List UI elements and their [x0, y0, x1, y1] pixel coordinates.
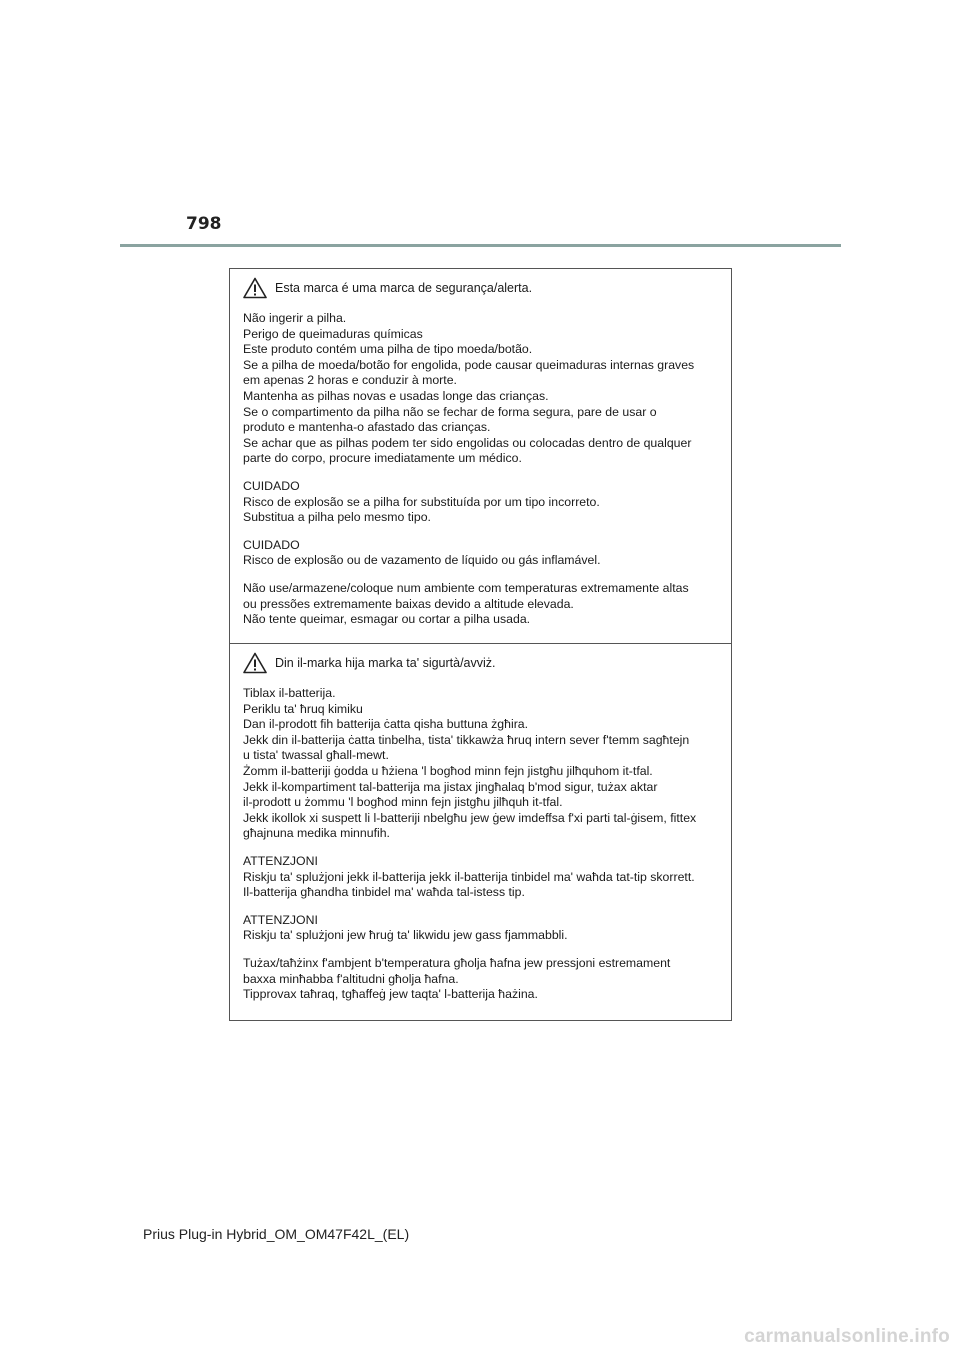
text-line: Tipprovax taħraq, tgħaffeġ jew taqta' l-batterija ħażina. — [243, 987, 538, 1002]
text-line: Substitua a pilha pelo mesmo tipo. — [243, 510, 431, 525]
text-line: Tużax/taħżinx f'ambjent b'temperatura għolja ħafna jew pressjoni estremament — [243, 955, 671, 970]
alert-line — [243, 275, 719, 301]
text-line: Mantenha as pilhas novas e usadas longe das crianças. — [243, 388, 549, 403]
text-line: Żomm il-batteriji ġodda u ħżiena 'l bogħod minn fejn jistgħu jilħquhom it-tfal. — [243, 763, 653, 778]
footer-manual-code: Prius Plug-in Hybrid_OM_OM47F42L_(EL) — [143, 1226, 410, 1242]
text-line: il-prodott u żommu 'l bogħod minn fejn jistgħu jilħquh it-tfal. — [243, 795, 563, 810]
warning-triangle-icon — [243, 277, 267, 299]
text-line: Este produto contém uma pilha de tipo moeda/botão. — [243, 342, 533, 357]
text-line: CUIDADO — [243, 537, 300, 552]
header-rule — [120, 244, 841, 247]
text-line: Periklu ta' ħruq kimiku — [243, 701, 363, 716]
text-line: u tista' twassal għall-mewt. — [243, 748, 389, 763]
text-line: Risco de explosão se a pilha for substituída por um tipo incorreto. — [243, 494, 600, 509]
text-line: Não tente queimar, esmagar ou cortar a pilha usada. — [243, 612, 531, 627]
text-line: Risco de explosão ou de vazamento de líquido ou gás inflamável. — [243, 553, 601, 568]
text-line: Il-batterija għandha tinbidel ma' waħda tal-istess tip. — [243, 885, 525, 900]
text-line: Se achar que as pilhas podem ter sido engolidas ou colocadas dentro de qualquer — [243, 435, 692, 450]
text-line: Jekk il-kompartiment tal-batterija ma jistax jingħalaq b'mod sigur, tużax aktar — [243, 779, 658, 794]
warning-triangle-icon — [243, 652, 267, 674]
watermark: carmanualsonline.info — [744, 1326, 950, 1347]
paragraph-caution-replacement — [243, 479, 719, 526]
text-line: ATTENZJONI — [243, 853, 318, 868]
battery-warning-box — [229, 268, 732, 1021]
text-line: CUIDADO — [243, 478, 300, 493]
text-line: Não ingerir a pilha. — [243, 311, 347, 325]
alert-text: Din il-marka hija marka ta' sigurtà/avviż. — [275, 656, 496, 670]
text-line: ou pressões extremamente baixas devido a altitude elevada. — [243, 596, 574, 611]
text-line: Jekk ikollok xi suspett li l-batteriji nbelgħu jew ġew imdeffsa f'xi parti tal-ġisem, fittex — [243, 810, 697, 825]
text-line: produto e mantenha-o afastado das crianças. — [243, 420, 491, 435]
text-line: Se o compartimento da pilha não se fechar de forma segura, pare de usar o — [243, 404, 657, 419]
paragraph-ingestion — [243, 311, 719, 467]
paragraph-environment — [243, 581, 719, 628]
text-line: Perigo de queimaduras químicas — [243, 326, 423, 341]
text-line: Não use/armazene/coloque num ambiente com temperaturas extremamente altas — [243, 580, 689, 595]
text-line: għajnuna medika minnufih. — [243, 826, 390, 841]
text-line: Riskju ta' splużjoni jekk il-batterija jekk il-batterija tinbidel ma' waħda tat-tip skorrett. — [243, 869, 695, 884]
page-number: 798 — [186, 214, 222, 234]
text-line: parte do corpo, procure imediatamente um médico. — [243, 451, 522, 466]
paragraph-caution-leak — [243, 913, 719, 944]
paragraph-caution-leak — [243, 538, 719, 569]
paragraph-ingestion — [243, 686, 719, 842]
section-portuguese — [230, 269, 731, 643]
text-line: em apenas 2 horas e conduzir à morte. — [243, 373, 457, 388]
text-line: Riskju ta' splużjoni jew ħruġ ta' likwidu jew gass fjammabbli. — [243, 928, 568, 943]
paragraph-caution-replacement — [243, 854, 719, 901]
text-line: ATTENZJONI — [243, 912, 318, 927]
text-line: Jekk din il-batterija ċatta tinbelha, tista' tikkawża ħruq intern sever f'temm sagħtejn — [243, 732, 690, 747]
alert-text: Esta marca é uma marca de segurança/alerta. — [275, 281, 533, 295]
text-line: Se a pilha de moeda/botão for engolida, pode causar queimaduras internas graves — [243, 357, 695, 372]
text-line: baxxa minħabba f'altitudni għolja ħafna. — [243, 971, 459, 986]
section-maltese — [230, 643, 731, 1020]
text-line: Dan il-prodott fih batterija ċatta qisha buttuna żgħira. — [243, 717, 529, 732]
text-line: Tiblax il-batterija. — [243, 686, 336, 700]
paragraph-environment — [243, 956, 719, 1003]
alert-line — [243, 650, 719, 676]
